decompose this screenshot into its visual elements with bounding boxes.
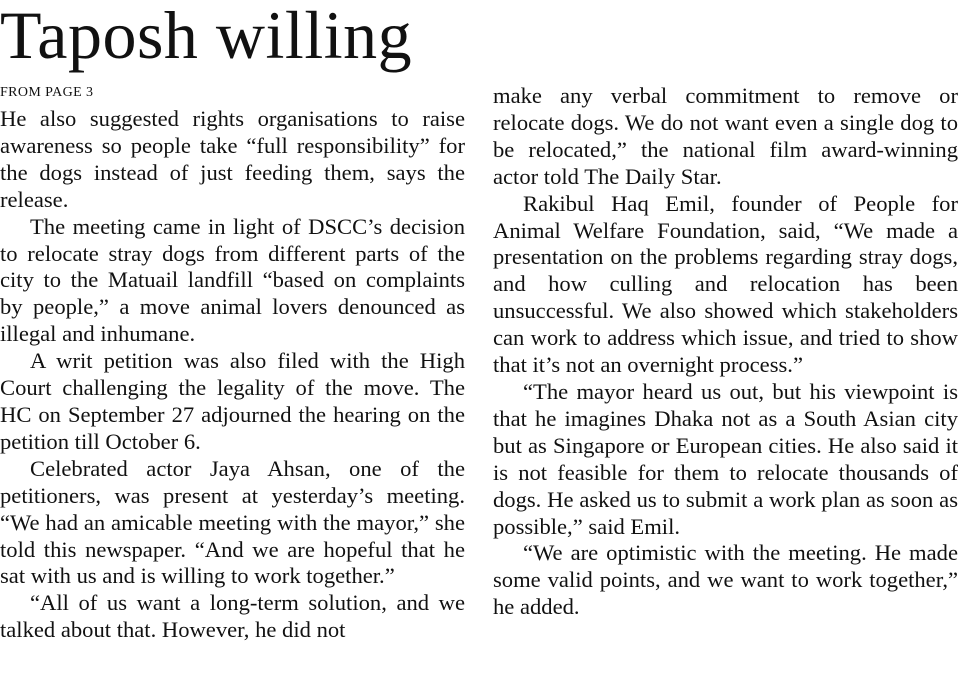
paragraph: Rakibul Haq Emil, founder of People for Animal Welfare Foundation, said, “We made a presentation on the problems regarding stray dogs, and how culling and relocation has been unsuccessful. We also showed which stakeholders can work to address which issue, and tried to show that it’s not an overnight process.” [493, 190, 958, 378]
headline: Taposh willing [0, 0, 413, 73]
paragraph: “The mayor heard us out, but his viewpoint is that he imagines Dhaka not as a South Asian city but as Singapore or European cities. He also said it is not feasible for them to relocate thousands of dogs. He asked us to submit a work plan as soon as possible,” said Emil. [493, 378, 958, 539]
paragraph: Celebrated actor Jaya Ahsan, one of the petitioners, was present at yesterday’s meeting. “We had an amicable meeting with the mayor,” she told this newspaper. “And we are hopeful that he sat with us and is willing to work together.” [0, 455, 465, 589]
paragraph: “All of us want a long-term solution, and we talked about that. However, he did not [0, 590, 465, 643]
paragraph: The meeting came in light of DSCC’s decision to relocate stray dogs from different parts of the city to the Matuail landfill “based on complaints by people,” a move animal lovers denounced as illegal and inhumane. [0, 213, 465, 347]
article-column-left [0, 106, 465, 644]
paragraph: make any verbal commitment to remove or relocate dogs. We do not want even a single dog to be relocated,” the national film award-winning actor told The Daily Star. [493, 83, 958, 189]
jump-line: FROM PAGE 3 [0, 85, 94, 100]
paragraph: “We are optimistic with the meeting. He made some valid points, and we want to work together,” he added. [493, 540, 958, 620]
paragraph: A writ petition was also filed with the High Court challenging the legality of the move. The HC on September 27 adjourned the hearing on the petition till October 6. [0, 348, 465, 454]
article-column-right [493, 83, 958, 621]
paragraph: He also suggested rights organisations to raise awareness so people take “full responsibility” for the dogs instead of just feeding them, says the release. [0, 106, 465, 212]
